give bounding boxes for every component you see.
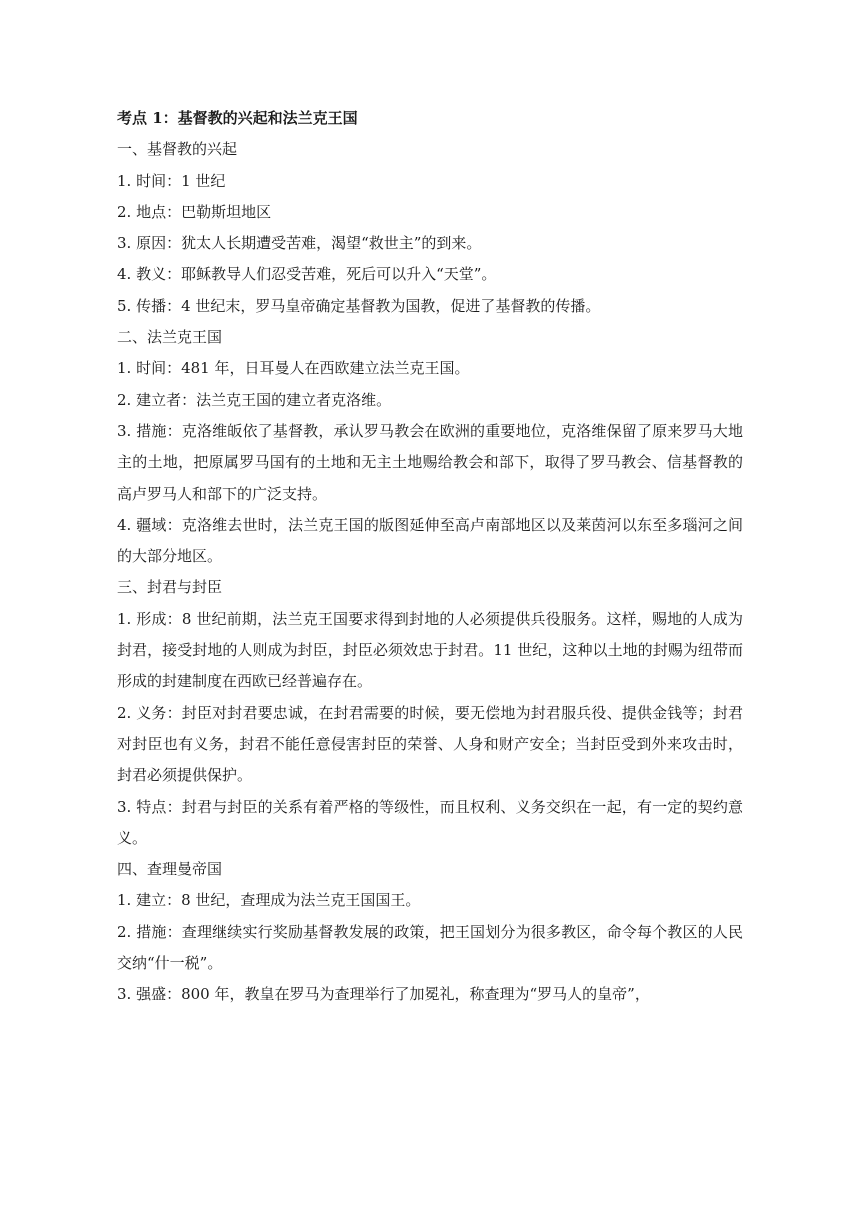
section4-item-prosperity: 3. 强盛：800 年，教皇在罗马为查理举行了加冕礼，称查理为“罗马人的皇帝”， [117, 985, 650, 1004]
section-heading-frankish-kingdom: 二、法兰克王国 [117, 328, 223, 347]
document-title: 考点 1：基督教的兴起和法兰克王国 [117, 109, 358, 127]
section1-item-spread: 5. 传播：4 世纪末，罗马皇帝确定基督教为国教，促进了基督教的传播。 [117, 296, 601, 315]
section4-item-establishment: 1. 建立：8 世纪，查理成为法兰克王国国王。 [117, 891, 421, 910]
section1-item-doctrine: 4. 教义：耶稣教导人们忍受苦难，死后可以升入“天堂”。 [117, 265, 497, 284]
section2-item-territory: 4. 疆域：克洛维去世时，法兰克王国的版图延伸至高卢南部地区以及莱茵河以东至多瑙河之间的大部分地区。 [117, 515, 743, 566]
section-heading-charlemagne-empire: 四、查理曼帝国 [117, 860, 223, 879]
section3-item-obligations: 2. 义务：封臣对封君要忠诚，在封君需要的时候，要无偿地为封君服兵役、提供金钱等；封君对封臣也有义务，封君不能任意侵害封臣的荣誉、人身和财产安全；当封臣受到外来攻击时，封君必须提供保护。 [117, 703, 743, 785]
section3-item-features: 3. 特点：封君与封臣的关系有着严格的等级性，而且权利、义务交织在一起，有一定的契约意义。 [117, 797, 743, 847]
section2-item-time: 1. 时间：481 年，日耳曼人在西欧建立法兰克王国。 [117, 359, 470, 378]
section1-item-time: 1. 时间：1 世纪 [117, 171, 226, 190]
section1-item-cause: 3. 原因：犹太人长期遭受苦难，渴望“救世主”的到来。 [117, 234, 482, 253]
section4-item-measures: 2. 措施：查理继续实行奖励基督教发展的政策，把王国划分为很多教区，命令每个教区的人民交纳“什一税”。 [117, 922, 743, 973]
section1-item-place: 2. 地点：巴勒斯坦地区 [117, 202, 272, 221]
section3-item-formation: 1. 形成：8 世纪前期，法兰克王国要求得到封地的人必须提供兵役服务。这样，赐地的人成为封君，接受封地的人则成为封臣，封臣必须效忠于封君。11 世纪，这种以土地的封赐为纽带而形成的封建制度在西欧已经普遍存在。 [117, 609, 743, 691]
section-heading-lord-vassal: 三、封君与封臣 [117, 578, 223, 597]
section2-item-measures: 3. 措施：克洛维皈依了基督教，承认罗马教会在欧洲的重要地位，克洛维保留了原来罗马大地主的土地，把原属罗马国有的土地和无主土地赐给教会和部下，取得了罗马教会、信基督教的高卢罗马人和部下的广泛支持。 [117, 421, 743, 503]
section2-item-founder: 2. 建立者：法兰克王国的建立者克洛维。 [117, 390, 392, 409]
section-heading-christianity: 一、基督教的兴起 [117, 140, 238, 159]
document-page [117, 103, 743, 1011]
